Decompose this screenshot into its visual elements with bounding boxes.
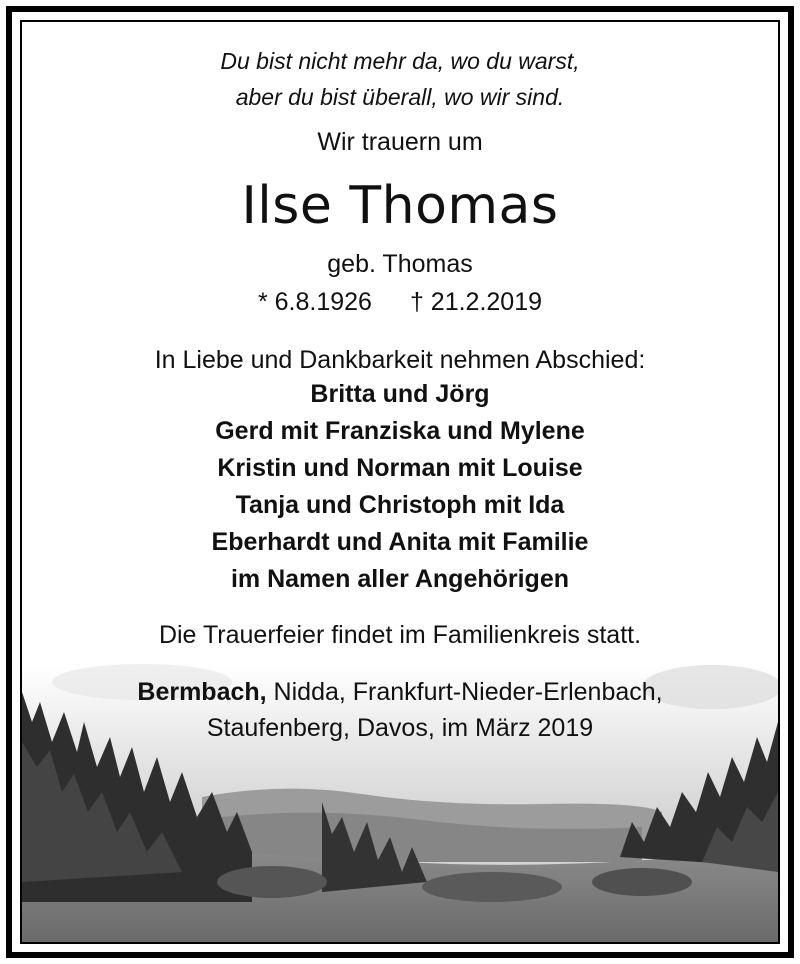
intro-text: Wir trauern um <box>317 128 483 156</box>
mourner-line: Kristin und Norman mit Louise <box>217 454 583 482</box>
mourner-line: Eberhardt und Anita mit Familie <box>211 528 589 556</box>
place-line-1 <box>22 678 778 707</box>
mourner-line: Britta und Jörg <box>310 380 490 408</box>
service-note: Die Trauerfeier findet im Familienkreis statt. <box>158 621 642 649</box>
poem-line-2: aber du bist überall, wo wir sind. <box>235 84 565 110</box>
poem-line-1: Du bist nicht mehr da, wo du warst, <box>220 48 580 74</box>
maiden-name: geb. Thomas <box>327 250 473 278</box>
notice-panel <box>20 20 780 944</box>
birth-date: * 6.8.1926 <box>257 288 372 316</box>
place-primary: Bermbach, <box>137 678 267 706</box>
place-rest: Nidda, Frankfurt-Nieder-Erlenbach, <box>266 678 663 706</box>
mourner-line: im Namen aller Angehörigen <box>230 565 570 593</box>
place-line-2: Staufenberg, Davos, im März 2019 <box>206 714 594 742</box>
mourner-line: Tanja und Christoph mit Ida <box>235 491 565 519</box>
death-date: † 21.2.2019 <box>409 288 543 316</box>
farewell-heading: In Liebe und Dankbarkeit nehmen Abschied: <box>154 346 646 374</box>
life-dates <box>22 288 778 317</box>
mourner-line: Gerd mit Franziska und Mylene <box>215 417 585 445</box>
deceased-name: Ilse Thomas <box>241 176 559 236</box>
